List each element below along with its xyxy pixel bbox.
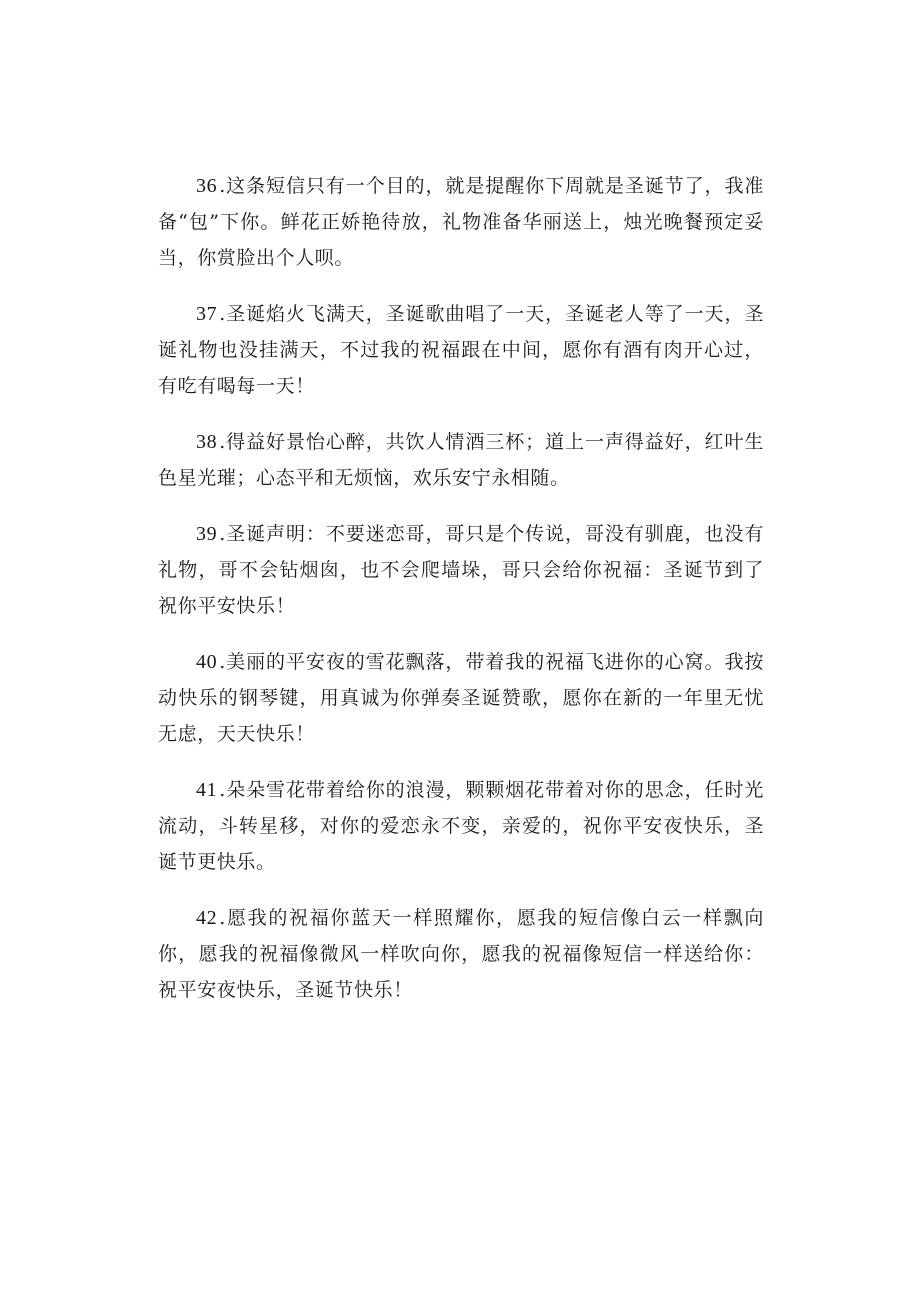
- paragraph-text: .美丽的平安夜的雪花飘落，带着我的祝福飞进你的心窝。我按动快乐的钢琴键，用真诚为你弹奏圣诞赞歌，愿你在新的一年里无忧无虑，天天快乐！: [158, 651, 764, 745]
- paragraph-number: 39: [196, 523, 218, 545]
- paragraph-41: [158, 772, 764, 880]
- paragraph-number: 36: [196, 175, 218, 197]
- paragraph-number: 38: [196, 431, 218, 453]
- paragraph-text: .朵朵雪花带着给你的浪漫，颗颗烟花带着对你的思念，任时光流动，斗转星移，对你的爱恋永不变，亲爱的，祝你平安夜快乐，圣诞节更快乐。: [158, 779, 764, 873]
- document-body: [158, 168, 764, 1028]
- paragraph-text: .愿我的祝福你蓝天一样照耀你，愿我的短信像白云一样飘向你，愿我的祝福像微风一样吹向你，愿我的祝福像短信一样送给你：祝平安夜快乐，圣诞节快乐！: [158, 907, 764, 1001]
- paragraph-number: 40: [196, 651, 218, 673]
- paragraph-38: [158, 424, 764, 496]
- paragraph-42: [158, 900, 764, 1008]
- paragraph-36: [158, 168, 764, 276]
- paragraph-number: 37: [196, 303, 218, 325]
- paragraph-number: 41: [196, 779, 218, 801]
- paragraph-text: .这条短信只有一个目的，就是提醒你下周就是圣诞节了，我准备“包”下你。鲜花正娇艳待放，礼物准备华丽送上，烛光晚餐预定妥当，你赏脸出个人呗。: [158, 175, 764, 269]
- paragraph-text: .圣诞声明：不要迷恋哥，哥只是个传说，哥没有驯鹿，也没有礼物，哥不会钻烟囱，也不会爬墙垛，哥只会给你祝福：圣诞节到了祝你平安快乐！: [158, 523, 764, 617]
- paragraph-40: [158, 644, 764, 752]
- paragraph-37: [158, 296, 764, 404]
- paragraph-text: .圣诞焰火飞满天，圣诞歌曲唱了一天，圣诞老人等了一天，圣诞礼物也没挂满天，不过我的祝福跟在中间，愿你有酒有肉开心过，有吃有喝每一天！: [158, 303, 764, 397]
- paragraph-text: .得益好景怡心醉，共饮人情酒三杯；道上一声得益好，红叶生色星光璀；心态平和无烦恼，欢乐安宁永相随。: [158, 431, 764, 489]
- paragraph-number: 42: [196, 907, 218, 929]
- paragraph-39: [158, 516, 764, 624]
